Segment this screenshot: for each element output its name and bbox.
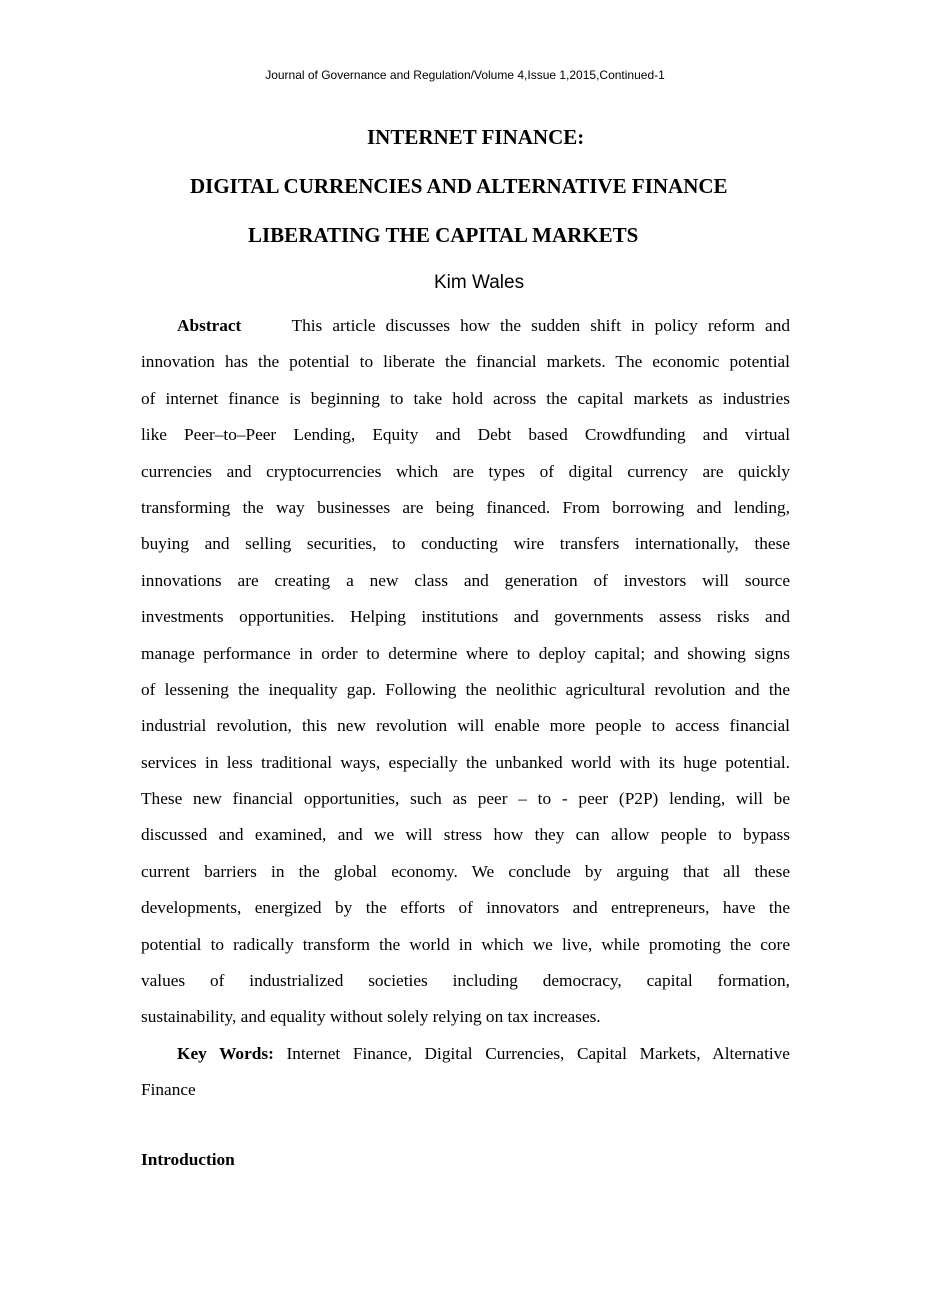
abstract-line: currencies and cryptocurrencies which are types of digital currency are quickly	[141, 461, 790, 481]
keywords-line	[141, 1036, 790, 1072]
abstract-line: innovations are creating a new class and generation of investors will source	[141, 570, 790, 590]
section-heading-introduction: Introduction	[141, 1150, 235, 1169]
abstract-line: potential to radically transform the world in which we live, while promoting the core	[141, 934, 790, 954]
abstract-line: buying and selling securities, to conducting wire transfers internationally, these	[141, 534, 790, 554]
abstract-line: like Peer–to–Peer Lending, Equity and Debt based Crowdfunding and virtual	[141, 425, 790, 445]
keywords-label: Key Words:	[177, 1043, 274, 1063]
author-name: Kim Wales	[434, 272, 525, 293]
abstract-line: values of industrialized societies including democracy, capital formation,	[141, 971, 790, 991]
abstract-label: Abstract	[177, 316, 242, 335]
title-line-3: LIBERATING THE CAPITAL MARKETS	[248, 223, 639, 247]
abstract-line: services in less traditional ways, especially the unbanked world with its huge potential.	[141, 752, 790, 772]
abstract-line: innovation has the potential to liberate the financial markets. The economic potential	[141, 352, 790, 372]
abstract-body	[141, 344, 790, 1035]
abstract-line	[141, 308, 790, 344]
abstract-line: transforming the way businesses are being financed. From borrowing and lending,	[141, 497, 790, 517]
title-line-1: INTERNET FINANCE:	[367, 125, 585, 149]
abstract-line: sustainability, and equality without solely relying on tax increases.	[141, 1007, 601, 1027]
abstract-line: current barriers in the global economy. We conclude by arguing that all these	[141, 861, 790, 881]
abstract-line: industrial revolution, this new revolution will enable more people to access financial	[141, 716, 790, 736]
keywords-line-2: Finance	[141, 1080, 196, 1100]
running-header: Journal of Governance and Regulation/Volume 4,Issue 1,2015,Continued-1	[265, 68, 665, 82]
abstract-section	[141, 308, 790, 1109]
abstract-line: investments opportunities. Helping institutions and governments assess risks and	[141, 607, 790, 627]
abstract-first-line: This article discusses how the sudden shift in policy reform and	[291, 316, 790, 335]
abstract-line: of internet finance is beginning to take hold across the capital markets as industries	[141, 388, 790, 408]
title-line-2: DIGITAL CURRENCIES AND ALTERNATIVE FINANCE	[190, 174, 728, 198]
abstract-line: manage performance in order to determine where to deploy capital; and showing signs	[141, 643, 790, 663]
abstract-line: of lessening the inequality gap. Following the neolithic agricultural revolution and the	[141, 679, 790, 699]
abstract-line: discussed and examined, and we will stress how they can allow people to bypass	[141, 825, 790, 845]
abstract-line: These new financial opportunities, such as peer – to - peer (P2P) lending, will be	[141, 789, 790, 809]
keywords-values: Internet Finance, Digital Currencies, Capital Markets, Alternative	[286, 1043, 790, 1063]
abstract-line: developments, energized by the efforts of innovators and entrepreneurs, have the	[141, 898, 790, 918]
